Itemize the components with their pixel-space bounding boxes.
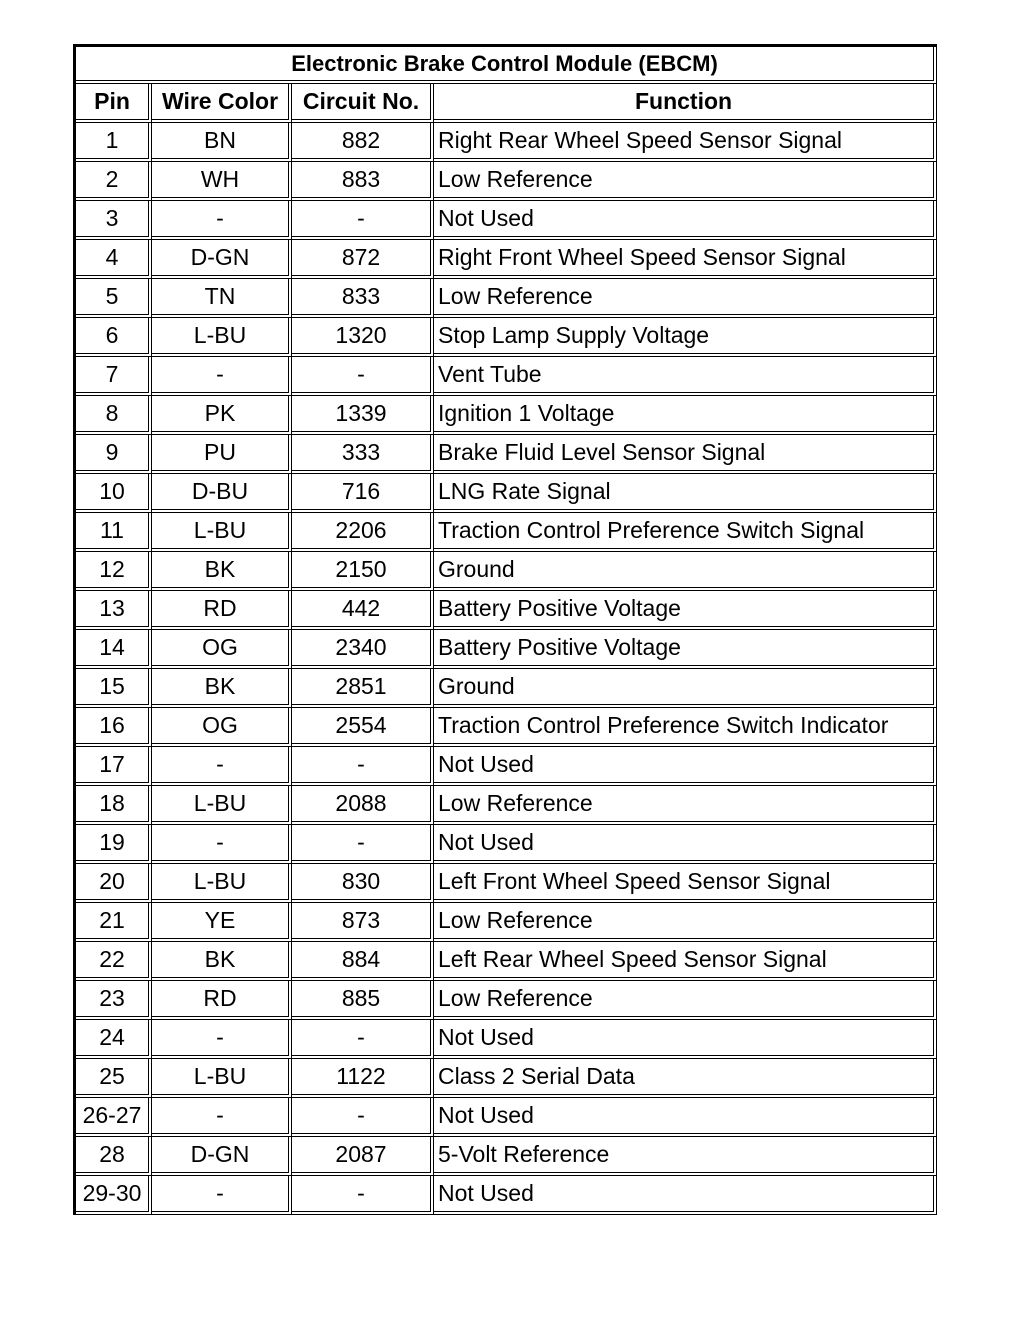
pin-cell: 18: [76, 786, 152, 825]
function-cell: Not Used: [434, 825, 937, 864]
header-pin: Pin: [76, 84, 152, 123]
function-cell: Low Reference: [434, 903, 937, 942]
function-cell: Stop Lamp Supply Voltage: [434, 318, 937, 357]
circuit-no-cell: 873: [292, 903, 434, 942]
circuit-no-cell: 442: [292, 591, 434, 630]
pin-cell: 20: [76, 864, 152, 903]
pin-cell: 4: [76, 240, 152, 279]
function-cell: Traction Control Preference Switch Indicator: [434, 708, 937, 747]
wire-color-cell: -: [152, 1176, 292, 1215]
circuit-no-cell: 872: [292, 240, 434, 279]
table-row: [76, 786, 937, 825]
function-cell: Not Used: [434, 1176, 937, 1215]
table-row: [76, 1098, 937, 1137]
circuit-no-cell: 1339: [292, 396, 434, 435]
pin-cell: 7: [76, 357, 152, 396]
wire-color-cell: TN: [152, 279, 292, 318]
table-row: [76, 318, 937, 357]
function-cell: LNG Rate Signal: [434, 474, 937, 513]
pin-cell: 28: [76, 1137, 152, 1176]
wire-color-cell: BK: [152, 669, 292, 708]
table-row: [76, 1059, 937, 1098]
function-cell: 5-Volt Reference: [434, 1137, 937, 1176]
wire-color-cell: BK: [152, 552, 292, 591]
wire-color-cell: -: [152, 825, 292, 864]
table-row: [76, 201, 937, 240]
wire-color-cell: PU: [152, 435, 292, 474]
ebcm-connector-table-sheet: [73, 44, 934, 1215]
header-function: Function: [434, 84, 937, 123]
function-cell: Battery Positive Voltage: [434, 630, 937, 669]
circuit-no-cell: -: [292, 1020, 434, 1059]
table-title: Electronic Brake Control Module (EBCM): [76, 47, 937, 84]
function-cell: Low Reference: [434, 162, 937, 201]
table-row: [76, 279, 937, 318]
circuit-no-cell: 2851: [292, 669, 434, 708]
table-row: [76, 864, 937, 903]
table-row: [76, 708, 937, 747]
table-row: [76, 1176, 937, 1215]
wire-color-cell: OG: [152, 708, 292, 747]
function-cell: Right Rear Wheel Speed Sensor Signal: [434, 123, 937, 162]
table-row: [76, 981, 937, 1020]
wire-color-cell: L-BU: [152, 1059, 292, 1098]
header-circuit-no: Circuit No.: [292, 84, 434, 123]
function-cell: Vent Tube: [434, 357, 937, 396]
table-row: [76, 669, 937, 708]
circuit-no-cell: 882: [292, 123, 434, 162]
function-cell: Not Used: [434, 747, 937, 786]
circuit-no-cell: 1122: [292, 1059, 434, 1098]
wire-color-cell: -: [152, 357, 292, 396]
circuit-no-cell: 1320: [292, 318, 434, 357]
wire-color-cell: L-BU: [152, 786, 292, 825]
pin-cell: 2: [76, 162, 152, 201]
pin-cell: 3: [76, 201, 152, 240]
table-row: [76, 903, 937, 942]
pin-cell: 11: [76, 513, 152, 552]
wire-color-cell: -: [152, 747, 292, 786]
function-cell: Not Used: [434, 1020, 937, 1059]
wire-color-cell: WH: [152, 162, 292, 201]
function-cell: Ground: [434, 552, 937, 591]
pin-cell: 21: [76, 903, 152, 942]
circuit-no-cell: 716: [292, 474, 434, 513]
table-title-row: [76, 47, 937, 84]
circuit-no-cell: 333: [292, 435, 434, 474]
function-cell: Left Rear Wheel Speed Sensor Signal: [434, 942, 937, 981]
table-header-row: [76, 84, 937, 123]
wire-color-cell: -: [152, 1020, 292, 1059]
wire-color-cell: RD: [152, 591, 292, 630]
function-cell: Traction Control Preference Switch Signal: [434, 513, 937, 552]
wire-color-cell: L-BU: [152, 864, 292, 903]
table-row: [76, 942, 937, 981]
circuit-no-cell: 885: [292, 981, 434, 1020]
table-row: [76, 123, 937, 162]
pin-cell: 6: [76, 318, 152, 357]
wire-color-cell: D-GN: [152, 240, 292, 279]
circuit-no-cell: 833: [292, 279, 434, 318]
pin-cell: 24: [76, 1020, 152, 1059]
pin-cell: 15: [76, 669, 152, 708]
wire-color-cell: D-GN: [152, 1137, 292, 1176]
circuit-no-cell: -: [292, 357, 434, 396]
circuit-no-cell: -: [292, 825, 434, 864]
circuit-no-cell: -: [292, 1176, 434, 1215]
pin-cell: 26-27: [76, 1098, 152, 1137]
table-row: [76, 747, 937, 786]
table-row: [76, 630, 937, 669]
wire-color-cell: BN: [152, 123, 292, 162]
function-cell: Not Used: [434, 201, 937, 240]
function-cell: Battery Positive Voltage: [434, 591, 937, 630]
table-row: [76, 474, 937, 513]
wire-color-cell: -: [152, 1098, 292, 1137]
function-cell: Ignition 1 Voltage: [434, 396, 937, 435]
function-cell: Right Front Wheel Speed Sensor Signal: [434, 240, 937, 279]
pin-cell: 9: [76, 435, 152, 474]
circuit-no-cell: 2088: [292, 786, 434, 825]
table-row: [76, 435, 937, 474]
table-row: [76, 240, 937, 279]
table-row: [76, 396, 937, 435]
pin-cell: 5: [76, 279, 152, 318]
function-cell: Brake Fluid Level Sensor Signal: [434, 435, 937, 474]
function-cell: Low Reference: [434, 981, 937, 1020]
wire-color-cell: PK: [152, 396, 292, 435]
function-cell: Low Reference: [434, 786, 937, 825]
table-row: [76, 357, 937, 396]
function-cell: Low Reference: [434, 279, 937, 318]
wire-color-cell: L-BU: [152, 513, 292, 552]
circuit-no-cell: -: [292, 201, 434, 240]
table-row: [76, 1137, 937, 1176]
wire-color-cell: BK: [152, 942, 292, 981]
circuit-no-cell: 2206: [292, 513, 434, 552]
wire-color-cell: OG: [152, 630, 292, 669]
function-cell: Class 2 Serial Data: [434, 1059, 937, 1098]
table-row: [76, 552, 937, 591]
pin-cell: 19: [76, 825, 152, 864]
pin-cell: 23: [76, 981, 152, 1020]
wire-color-cell: -: [152, 201, 292, 240]
function-cell: Ground: [434, 669, 937, 708]
circuit-no-cell: 883: [292, 162, 434, 201]
circuit-no-cell: -: [292, 1098, 434, 1137]
header-wire-color: Wire Color: [152, 84, 292, 123]
wire-color-cell: YE: [152, 903, 292, 942]
pin-cell: 22: [76, 942, 152, 981]
table-body: [76, 123, 937, 1215]
pin-cell: 8: [76, 396, 152, 435]
table-row: [76, 591, 937, 630]
circuit-no-cell: 830: [292, 864, 434, 903]
circuit-no-cell: 2340: [292, 630, 434, 669]
pin-cell: 17: [76, 747, 152, 786]
function-cell: Not Used: [434, 1098, 937, 1137]
function-cell: Left Front Wheel Speed Sensor Signal: [434, 864, 937, 903]
wire-color-cell: RD: [152, 981, 292, 1020]
circuit-no-cell: 2087: [292, 1137, 434, 1176]
pin-cell: 25: [76, 1059, 152, 1098]
table-row: [76, 513, 937, 552]
table-row: [76, 162, 937, 201]
pin-cell: 10: [76, 474, 152, 513]
ebcm-pinout-table: [73, 44, 937, 1215]
circuit-no-cell: 2150: [292, 552, 434, 591]
wire-color-cell: D-BU: [152, 474, 292, 513]
circuit-no-cell: 2554: [292, 708, 434, 747]
table-row: [76, 1020, 937, 1059]
table-row: [76, 825, 937, 864]
circuit-no-cell: 884: [292, 942, 434, 981]
wire-color-cell: L-BU: [152, 318, 292, 357]
pin-cell: 14: [76, 630, 152, 669]
pin-cell: 12: [76, 552, 152, 591]
pin-cell: 13: [76, 591, 152, 630]
pin-cell: 1: [76, 123, 152, 162]
pin-cell: 29-30: [76, 1176, 152, 1215]
circuit-no-cell: -: [292, 747, 434, 786]
pin-cell: 16: [76, 708, 152, 747]
